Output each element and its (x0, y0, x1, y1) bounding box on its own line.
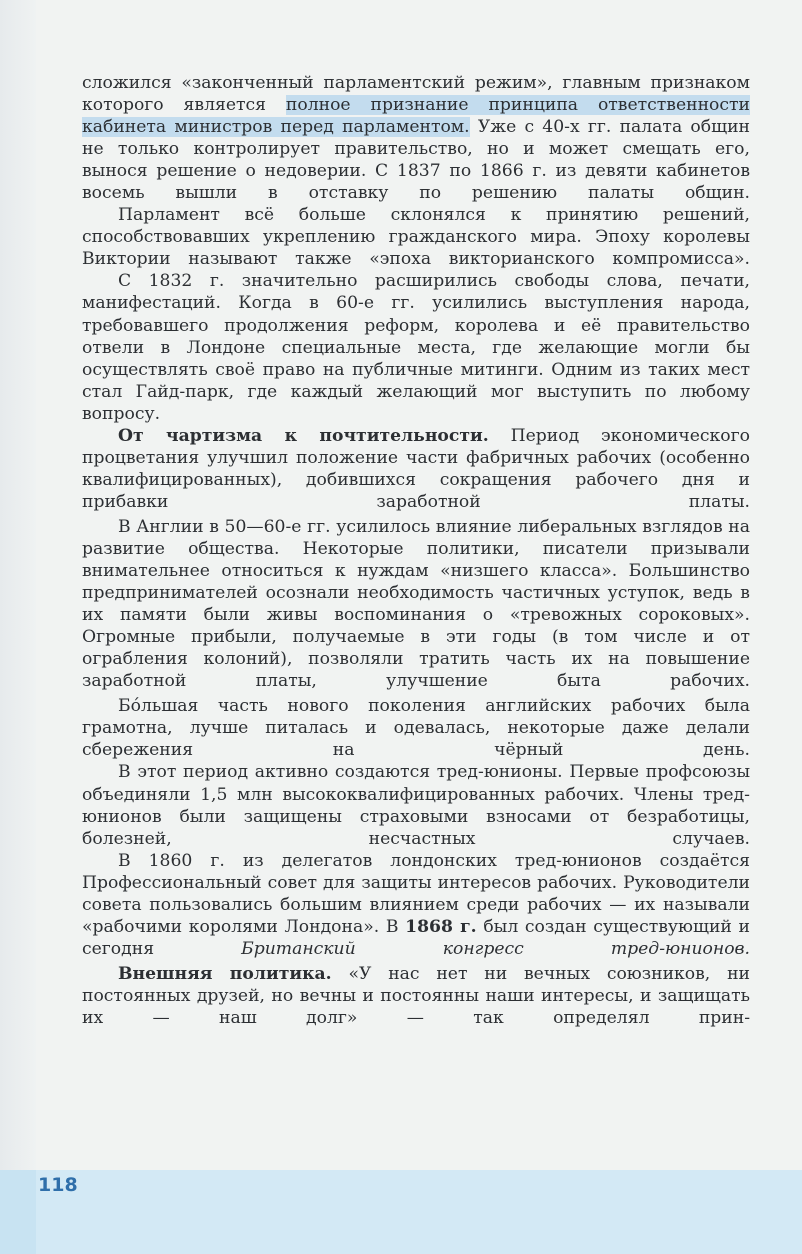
paragraph (82, 963, 750, 1029)
text-segment: сложился «законченный парламентский режим», главным признаком которого является (82, 73, 750, 116)
paragraph (82, 72, 750, 204)
section-heading-inline: От чартизма к почтительности. (118, 425, 489, 446)
text-segment: Период экономического процветания улучшил положение части фабричных рабочих (особенно квалифицированных), добившихся сокращения рабочего дня и прибавки заработной платы. (82, 425, 750, 512)
paragraph (82, 204, 750, 270)
paragraph (82, 695, 750, 761)
text-segment: был создан существующий и сегодня (82, 916, 750, 959)
text-segment: Парламент всё больше склонялся к принятию решений, способствовавших укреплению гражданского мира. Эпоху королевы Виктории называют также «эпоха викторианского компромисса». (82, 205, 750, 270)
text-segment: «У нас нет ни вечных союзников, ни постоянных друзей, но вечны и постоянны наши интересы, и защищать их — наш долг» — так определял прин- (82, 963, 750, 1028)
text-segment: С 1832 г. значительно расширились свободы слова, печати, манифестаций. Когда в 60-е гг. усилились выступления народа, требовавшего продолжения реформ, королева и её правительство отвели в Лондоне специальные места, где желающие могли бы осуществлять своё право на публичные митинги. Одним из таких мест стал Гайд-парк, где каждый желающий мог выступить по любому вопросу. (82, 271, 750, 424)
page-fold-margin (0, 0, 36, 1254)
footer-band (0, 1170, 802, 1254)
italic-term: Британский конгресс тред-юнионов. (241, 938, 751, 959)
text-segment: В этот период активно создаются тред-юнионы. Первые профсоюзы объединяли 1,5 млн высококвалифицированных рабочих. Члены тред-юнионов были защищены страховыми взносами от безработицы, болезней, несчастных случаев. (82, 762, 750, 849)
text-segment: В Англии в 50—60-е гг. усилилось влияние либеральных взглядов на развитие общества. Некоторые политики, писатели призывали внимательнее относиться к нуждам «низшего класса». Большинство предпринимателей осознали необходимость частичных уступок, ведь в их памяти были живы воспоминания о «тревожных сороковых». Огромные прибыли, получаемые в эти годы (в том числе и от ограбления колоний), позволяли тратить часть их на повышение заработной платы, улучшение быта рабочих. (82, 516, 750, 692)
body-text (82, 72, 750, 1029)
paragraph (82, 516, 750, 692)
paragraph (82, 270, 750, 424)
text-segment: Бóльшая часть нового поколения английских рабочих была грамотна, лучше питалась и одевалась, некоторые даже делали сбережения на чёрный день. (82, 696, 750, 761)
text-segment: Уже с 40-х гг. палата общин не только контролирует правительство, но и может смещать его, вынося решение о недоверии. С 1837 по 1866 г. из девяти кабинетов восемь вышли в отставку по решению палаты общин. (82, 117, 750, 204)
text-segment: В 1860 г. из делегатов лондонских тред-юнионов создаётся Профессиональный совет для защиты интересов рабочих. Руководители совета пользовались большим влиянием среди рабочих — их называли «рабочими королями Лондона». В (82, 850, 750, 937)
page-number: 118 (38, 1174, 78, 1196)
paragraph (82, 850, 750, 960)
paragraph (82, 761, 750, 849)
highlighted-text: полное признание принципа ответственности кабинета министров перед парламентом. (82, 95, 750, 138)
section-heading-inline: Внешняя политика. (118, 963, 332, 984)
paragraph (82, 425, 750, 513)
bold-date: 1868 г. (405, 916, 477, 937)
